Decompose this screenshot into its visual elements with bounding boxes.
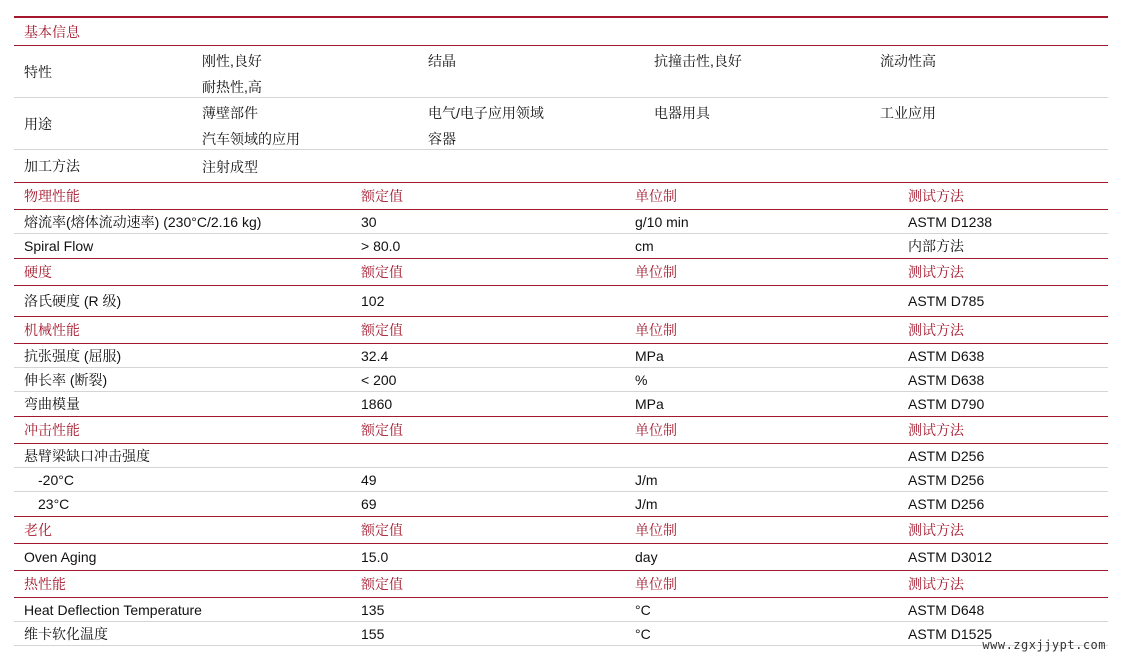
- column-header-unit: 单位制: [635, 422, 677, 438]
- property-value: 15.0: [361, 549, 389, 565]
- section-title: 机械性能: [24, 322, 80, 338]
- watermark: www.zgxjjypt.com: [982, 638, 1106, 652]
- property-unit: J/m: [635, 471, 658, 488]
- property-value: 69: [361, 496, 377, 512]
- test-method: ASTM D638: [908, 347, 985, 364]
- column-header-unit: 单位制: [635, 188, 677, 204]
- info-value: 工业应用: [880, 105, 936, 121]
- test-method: ASTM D1238: [908, 213, 993, 230]
- info-row-processing: [14, 150, 1108, 182]
- property-value: 155: [361, 625, 385, 642]
- test-method: ASTM D790: [908, 396, 985, 412]
- info-value: [880, 74, 1106, 100]
- info-values: [202, 48, 1108, 95]
- table-row: [14, 544, 1108, 570]
- column-header-value: 额定值: [361, 322, 403, 338]
- info-values: [202, 152, 1108, 180]
- section-title: 基本信息: [24, 23, 80, 40]
- test-method: ASTM D638: [908, 371, 985, 388]
- property-name: 洛氏硬度 (R 级): [24, 293, 122, 309]
- info-row-uses: [14, 98, 1108, 150]
- property-unit: g/10 min: [635, 213, 689, 230]
- property-name: 伸长率 (断裂): [24, 371, 108, 388]
- info-row-properties: [14, 46, 1108, 98]
- column-header-value: 额定值: [361, 422, 403, 438]
- property-name: 悬臂梁缺口冲击强度: [24, 447, 150, 464]
- info-label: 特性: [24, 63, 52, 80]
- section-header-aging: [14, 516, 1108, 544]
- info-value: [654, 74, 880, 100]
- section-title: 热性能: [24, 576, 66, 592]
- property-unit: MPa: [635, 396, 664, 412]
- info-value: [880, 152, 1106, 182]
- table-row: [14, 622, 1108, 646]
- property-name: 弯曲模量: [24, 396, 80, 412]
- property-value: 135: [361, 601, 385, 618]
- info-value: [880, 126, 1106, 152]
- property-unit: °C: [635, 601, 651, 618]
- info-label: 加工方法: [24, 158, 80, 174]
- table-row: [14, 444, 1108, 468]
- test-method: ASTM D648: [908, 601, 985, 618]
- table-row: [14, 392, 1108, 416]
- column-header-method: 测试方法: [908, 576, 964, 592]
- property-value: > 80.0: [361, 238, 401, 254]
- info-value: 电器用具: [654, 105, 710, 121]
- info-label: 用途: [24, 115, 52, 132]
- property-name: Heat Deflection Temperature: [24, 601, 202, 618]
- info-value: 注射成型: [202, 159, 258, 175]
- test-method: ASTM D785: [908, 293, 985, 309]
- property-unit: MPa: [635, 347, 664, 364]
- property-value: 102: [361, 293, 385, 309]
- table-row: [14, 468, 1108, 492]
- info-value: [428, 74, 654, 100]
- test-method: ASTM D256: [908, 496, 985, 512]
- info-value: 刚性,良好: [202, 53, 262, 69]
- column-header-value: 额定值: [361, 264, 403, 280]
- info-value: [654, 126, 880, 152]
- info-value: 抗撞击性,良好: [654, 53, 742, 69]
- info-value: 耐热性,高: [202, 79, 262, 95]
- section-header-hardness: [14, 258, 1108, 286]
- property-unit: cm: [635, 238, 654, 254]
- info-value: 结晶: [428, 53, 456, 69]
- property-unit: day: [635, 549, 658, 565]
- test-method: ASTM D3012: [908, 549, 993, 565]
- info-value: 汽车领域的应用: [202, 131, 300, 147]
- section-header-impact: [14, 416, 1108, 444]
- section-title: 硬度: [24, 264, 52, 280]
- property-unit: J/m: [635, 496, 658, 512]
- property-name: 维卡软化温度: [24, 625, 108, 642]
- datasheet: [14, 16, 1108, 646]
- table-row: [14, 234, 1108, 258]
- property-name: -20°C: [38, 471, 74, 488]
- info-value: 薄壁部件: [202, 105, 258, 121]
- property-value: < 200: [361, 371, 397, 388]
- table-row: [14, 344, 1108, 368]
- property-value: 49: [361, 471, 377, 488]
- column-header-unit: 单位制: [635, 322, 677, 338]
- info-values: [202, 100, 1108, 147]
- section-header-basic-info: [14, 18, 1108, 46]
- table-row: [14, 210, 1108, 234]
- property-value: 32.4: [361, 347, 389, 364]
- property-name: Spiral Flow: [24, 238, 94, 254]
- property-unit: %: [635, 371, 648, 388]
- section-header-mechanical: [14, 316, 1108, 344]
- table-row: [14, 598, 1108, 622]
- section-title: 老化: [24, 522, 52, 538]
- column-header-value: 额定值: [361, 576, 403, 592]
- table-row: [14, 368, 1108, 392]
- column-header-method: 测试方法: [908, 422, 964, 438]
- property-name: 熔流率(熔体流动速率) (230°C/2.16 kg): [24, 213, 262, 230]
- property-value: 1860: [361, 396, 393, 412]
- table-row: [14, 492, 1108, 516]
- property-name: 抗张强度 (屈服): [24, 347, 122, 364]
- property-unit: °C: [635, 625, 651, 642]
- column-header-value: 额定值: [361, 188, 403, 204]
- info-value: [428, 152, 654, 182]
- section-title: 冲击性能: [24, 422, 80, 438]
- test-method: ASTM D256: [908, 471, 985, 488]
- column-header-value: 额定值: [361, 522, 403, 538]
- section-header-physical: [14, 182, 1108, 210]
- section-title: 物理性能: [24, 188, 80, 204]
- property-value: 30: [361, 213, 377, 230]
- column-header-unit: 单位制: [635, 576, 677, 592]
- info-value: 容器: [428, 131, 456, 147]
- test-method: ASTM D256: [908, 447, 985, 464]
- info-value: 电气/电子应用领域: [428, 105, 544, 121]
- column-header-unit: 单位制: [635, 522, 677, 538]
- test-method: 内部方法: [908, 238, 964, 254]
- info-value: 流动性高: [880, 53, 936, 69]
- column-header-method: 测试方法: [908, 264, 964, 280]
- column-header-method: 测试方法: [908, 522, 964, 538]
- table-row: [14, 286, 1108, 316]
- column-header-unit: 单位制: [635, 264, 677, 280]
- test-method: ASTM D1525: [908, 625, 993, 642]
- basic-info-table: [14, 46, 1108, 182]
- info-value: [654, 152, 880, 182]
- column-header-method: 测试方法: [908, 322, 964, 338]
- column-header-method: 测试方法: [908, 188, 964, 204]
- section-header-thermal: [14, 570, 1108, 598]
- property-name: Oven Aging: [24, 549, 97, 565]
- property-name: 23°C: [38, 496, 70, 512]
